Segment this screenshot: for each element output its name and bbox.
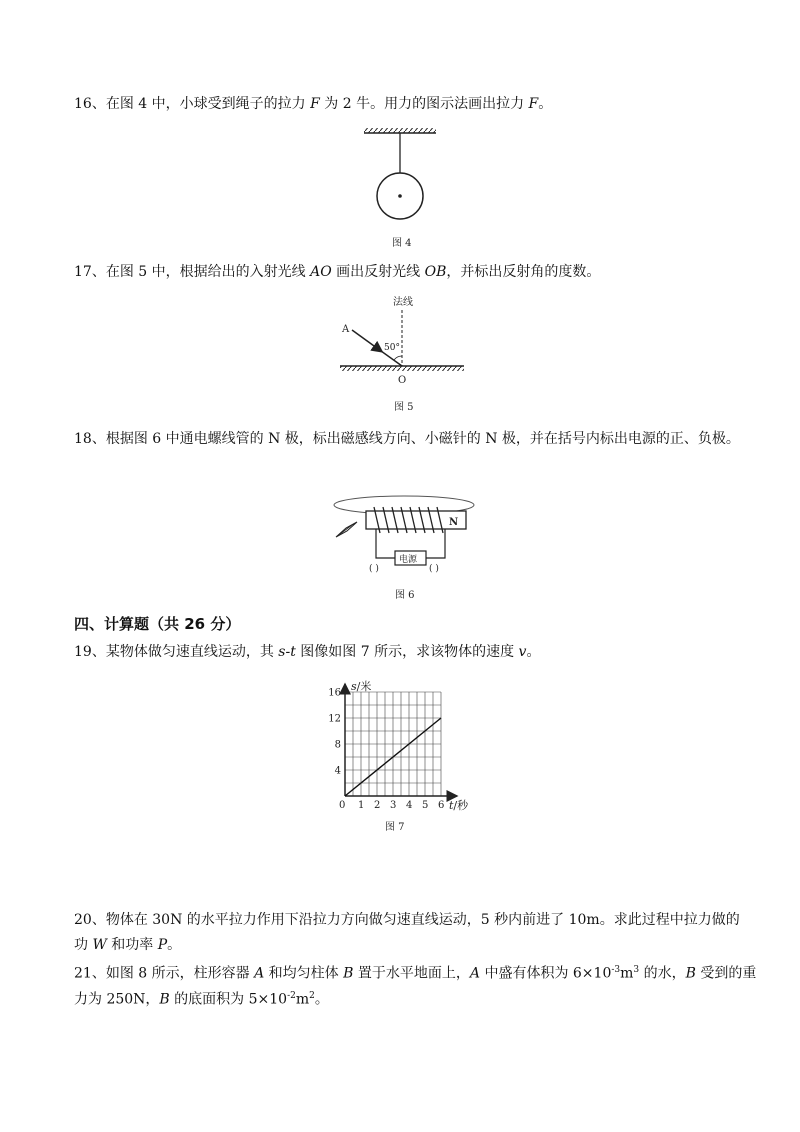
variable-p: P	[157, 937, 168, 953]
chart-grid	[345, 692, 441, 796]
question-number: 17、	[74, 264, 106, 280]
y-tick-label: 12	[328, 713, 341, 725]
question-text: 图像如图 7 所示，求该物体的速度	[295, 644, 519, 660]
variable-v: v	[518, 644, 527, 660]
compass-needle	[336, 522, 357, 537]
figure-7-chart	[0, 676, 800, 826]
question-text: 。	[538, 96, 553, 112]
question-text: 画出反射光线	[331, 264, 425, 280]
variable-b: B	[685, 965, 696, 982]
x-tick-label: 5	[422, 800, 429, 811]
question-20	[74, 909, 740, 931]
question-text: 在图 4 中，小球受到绳子的拉力	[105, 96, 311, 112]
y-tick-label: 8	[334, 739, 341, 751]
question-text: 力为 250N，	[74, 991, 160, 1008]
ball-center-dot	[398, 194, 402, 198]
y-tick-label: 16	[328, 687, 341, 699]
variable-f: F	[310, 96, 320, 112]
variable-f: F	[528, 96, 539, 112]
question-text: 在图 5 中，根据给出的入射光线	[105, 264, 311, 280]
question-number: 19、	[74, 644, 106, 660]
question-text: 为 2 牛。用力的图示法画出拉力	[319, 96, 529, 112]
right-parenthesis-blank: ( )	[429, 564, 439, 574]
variable-ob: OB	[424, 264, 447, 280]
angle-arc	[394, 356, 402, 360]
question-18	[74, 428, 740, 450]
question-21-line-2	[74, 985, 329, 1011]
wire-left	[376, 529, 395, 558]
question-17	[74, 261, 600, 283]
question-number: 20、	[74, 912, 106, 928]
question-text: 功	[74, 937, 93, 953]
variable-st: s-t	[278, 644, 296, 660]
question-19	[74, 641, 540, 663]
question-text: 的底面积为 5×10	[169, 991, 288, 1008]
solenoid-n-pole: N	[449, 517, 459, 528]
y-tick-label: 4	[334, 765, 341, 777]
variable-ao: AO	[310, 264, 332, 280]
figure-4-caption: 图 4	[392, 238, 412, 249]
incident-ray-arrow	[352, 330, 381, 351]
figure-5	[0, 290, 800, 400]
question-text: 根据图 6 中通电螺线管的 N 极，标出磁感线方向、小磁针的 N 极，并在括号内标出电源的正、负极。	[105, 431, 740, 447]
question-text: 。	[314, 991, 329, 1008]
exponent: 2	[309, 991, 315, 1001]
unit: m	[295, 991, 310, 1008]
x-tick-label: 0	[339, 800, 346, 811]
question-text: 的水，	[639, 965, 686, 982]
variable-w: W	[92, 937, 107, 953]
figure-5-caption: 图 5	[394, 402, 414, 413]
figure-7-caption: 图 7	[385, 822, 405, 833]
variable-a: A	[254, 965, 265, 982]
power-source-label: 电源	[399, 555, 418, 565]
left-parenthesis-blank: ( )	[369, 564, 379, 574]
point-o-label: O	[398, 375, 407, 386]
x-tick-label: 1	[358, 800, 365, 811]
exponent: -2	[287, 991, 296, 1001]
question-number: 16、	[74, 96, 106, 112]
question-20-line-2	[74, 934, 181, 956]
question-text: 物体在 30N 的水平拉力作用下沿拉力方向做匀速直线运动，5 秒内前进了 10m。求此过程中拉力做的	[105, 912, 740, 928]
incident-ray	[381, 351, 402, 366]
x-tick-label: 3	[390, 800, 397, 811]
question-number: 18、	[74, 431, 106, 447]
y-axis-label: s/米	[351, 680, 372, 693]
question-text: 某物体做匀速直线运动，其	[105, 644, 279, 660]
normal-label: 法线	[393, 297, 413, 308]
question-16	[74, 93, 552, 115]
figure-4	[0, 125, 800, 245]
figure-6	[0, 490, 800, 600]
question-text: 和功率	[106, 937, 158, 953]
x-tick-label: 2	[374, 800, 381, 811]
variable-b: B	[159, 991, 170, 1008]
x-tick-label: 6	[438, 800, 445, 811]
question-text: ，并标出反射角的度数。	[446, 264, 601, 280]
question-text: 。	[526, 644, 541, 660]
wire-right	[426, 529, 445, 558]
x-axis-label: t/秒	[449, 799, 469, 812]
x-tick-label: 4	[406, 800, 413, 811]
question-number: 21、	[74, 965, 106, 982]
figure-6-caption: 图 6	[395, 590, 415, 601]
question-text: 和均匀柱体	[264, 965, 344, 982]
section-title: 四、计算题（共 26 分）	[74, 615, 241, 633]
unit: m	[620, 965, 634, 982]
question-text: 置于水平地面上，	[353, 965, 470, 982]
question-text: 。	[167, 937, 182, 953]
question-text: 如图 8 所示，柱形容器	[105, 965, 255, 982]
question-text: 受到的重	[695, 965, 757, 982]
angle-label: 50°	[384, 343, 400, 353]
exponent: 3	[633, 965, 640, 975]
question-text: 中盛有体积为 6×10	[480, 965, 612, 982]
point-a-label: A	[342, 324, 350, 335]
exponent: -3	[611, 965, 621, 975]
variable-b: B	[343, 965, 354, 982]
question-21	[74, 959, 756, 985]
variable-a: A	[469, 965, 480, 982]
